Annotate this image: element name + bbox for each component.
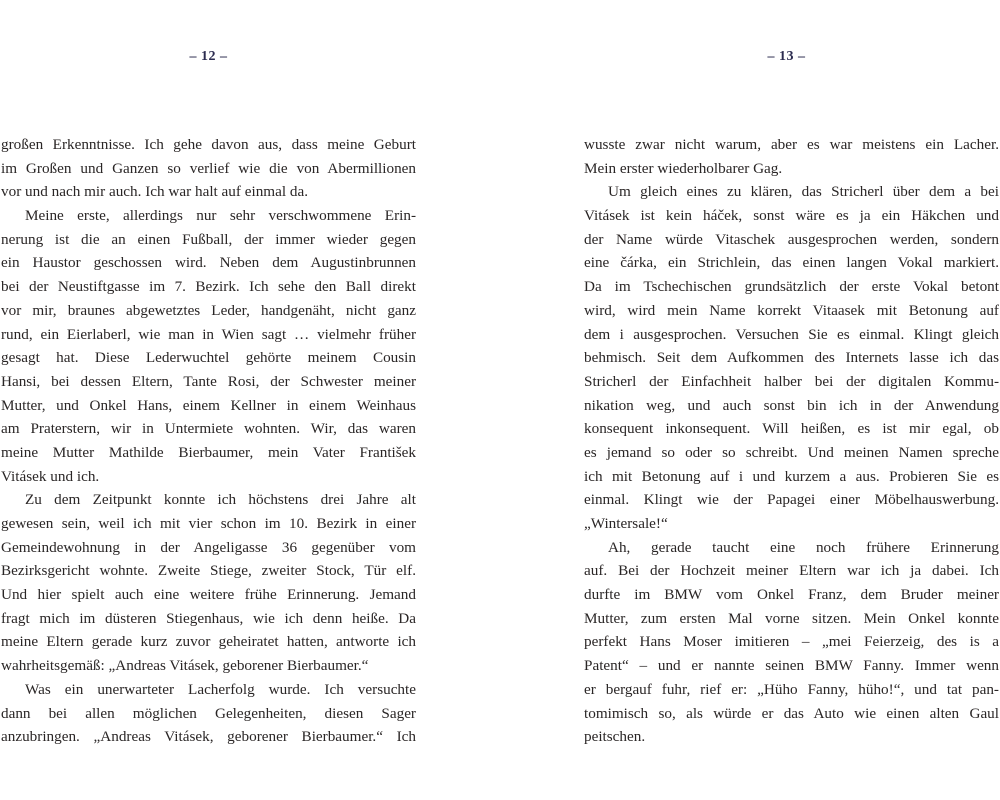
text-line: Mein erster wiederholbarer Gag.: [584, 159, 783, 177]
text-line: nerung ist die an einen Fußball, der immer wieder gegen: [1, 230, 416, 248]
text-line: behmisch. Seit dem Aufkommen des Internets lasse ich das: [584, 349, 999, 367]
text-line: am Praterstern, wir in Untermiete wohnten. Wir, das waren: [1, 420, 416, 438]
text-line: Stricherl der Einfachheit halber bei der digitalen Kommu-: [584, 372, 999, 390]
text-line: gesagt hat. Diese Lederwuchtel gehörte meinem Cousin: [1, 349, 416, 367]
text-line: einmal. Klingt wie der Papagei einer Möbelhauswerbung.: [584, 491, 999, 509]
text-line: meine Eltern gerade kurz zuvor geheiratet hatten, antworte ich: [1, 633, 416, 651]
text-line: Vitásek ist kein háček, sonst wäre es ja ein Häkchen und: [584, 207, 999, 225]
text-line: vor und nach mir auch. Ich war halt auf einmal da.: [1, 183, 309, 201]
text-line: fragt mich im düsteren Stiegenhaus, wie ich denn heiße. Da: [1, 609, 416, 627]
text-line: im Großen und Ganzen so verlief wie die von Abermillionen: [1, 159, 416, 177]
text-line: eine čárka, ein Strichlein, das einen langen Vokal markiert.: [584, 254, 999, 272]
text-line: Ah, gerade taucht eine noch frühere Erinnerung: [608, 538, 999, 556]
text-line: großen Erkenntnisse. Ich gehe davon aus, dass meine Geburt: [1, 136, 416, 153]
text-line: Was ein unerwarteter Lacherfolg wurde. Ich versuchte: [25, 680, 416, 698]
text-line: ich mit Betonung auf i und kurzem a aus. Probieren Sie es: [584, 467, 999, 485]
text-line: Bezirksgericht wohnte. Zweite Stiege, zweiter Stock, Tür elf.: [1, 562, 416, 580]
text-line: wird, wird mein Name korrekt Vitaasek mit Betonung auf: [584, 301, 999, 319]
text-line: Mutter, und Onkel Hans, einem Kellner in einem Weinhaus: [1, 396, 416, 414]
text-line: es jemand so oder so schreibt. Und meinen Namen spreche: [584, 443, 999, 461]
text-line: dem i ausgesprochen. Versuchen Sie es einmal. Klingt gleich: [584, 325, 999, 343]
text-line: auf. Bei der Hochzeit meiner Eltern war ich ja dabei. Ich: [584, 562, 999, 580]
body-text: [1, 133, 416, 749]
text-line: Zu dem Zeitpunkt konnte ich höchstens drei Jahre alt: [25, 491, 416, 509]
text-line: Da im Tschechischen grundsätzlich der erste Vokal betont: [584, 278, 999, 296]
text-line: Gemeindewohnung in der Angeligasse 36 gegenüber vom: [1, 538, 416, 556]
text-line: perfekt Hans Moser imitieren – „mei Feierzeig, des is a: [584, 633, 999, 651]
body-text: [584, 133, 999, 749]
text-line: Mutter, zum ersten Mal vorne sitzen. Mein Onkel konnte: [584, 609, 999, 627]
text-line: wahrheitsgemäß: „Andreas Vitásek, geborener Bierbaumer.“: [1, 657, 369, 675]
text-line: Hansi, bei dessen Eltern, Tante Rosi, der Schwester meiner: [1, 372, 416, 390]
page-number: – 13 –: [767, 49, 806, 64]
text-line: Um gleich eines zu klären, das Stricherl über dem a bei: [608, 183, 999, 201]
text-line: nikation weg, und auch sonst bin ich in der Anwendung: [584, 396, 999, 414]
text-line: vor mir, braunes abgewetztes Leder, handgenäht, nicht ganz: [1, 301, 416, 319]
text-line: Vitásek und ich.: [1, 467, 100, 485]
text-line: rund, ein Eierlaberl, wie man in Wien sagt … vielmehr früher: [1, 325, 416, 343]
text-line: bei der Neustiftgasse im 7. Bezirk. Ich sehe den Ball direkt: [1, 278, 416, 296]
text-line: Meine erste, allerdings nur sehr verschwommene Erin-: [25, 207, 416, 225]
text-line: wusste zwar nicht warum, aber es war meistens ein Lacher.: [584, 136, 999, 153]
text-line: meine Mutter Mathilde Bierbaumer, mein Vater František: [1, 443, 416, 461]
text-line: Patent“ – und er nannte seinen BMW Fanny. Immer wenn: [584, 657, 999, 675]
right-page: [584, 0, 999, 800]
text-line: durfte im BMW vom Onkel Franz, dem Bruder meiner: [584, 586, 999, 604]
text-line: er bergauf fuhr, rief er: „Hüho Fanny, hüho!“, und tat pan-: [584, 680, 999, 698]
text-line: gewesen sein, weil ich mit vier schon im 10. Bezirk in einer: [1, 515, 416, 532]
text-line: Und hier spielt auch eine weitere frühe Erinnerung. Jemand: [1, 586, 416, 604]
text-line: „Wintersale!“: [584, 515, 668, 532]
text-line: dann bei allen möglichen Gelegenheiten, diesen Sager: [1, 704, 416, 722]
left-page: [1, 0, 416, 800]
text-line: peitschen.: [584, 728, 646, 746]
page-number: – 12 –: [189, 49, 228, 64]
text-line: konsequent inkonsequent. Will heißen, es ist mir egal, ob: [584, 420, 999, 438]
text-line: der Name würde Vitaschek ausgesprochen werden, sondern: [584, 230, 999, 248]
text-line: ein Haustor geschossen wird. Neben dem Augustinbrunnen: [1, 254, 416, 272]
text-line: anzubringen. „Andreas Vitásek, geborener Bierbaumer.“ Ich: [1, 728, 416, 746]
text-line: tomimisch so, als würde er das Auto wie einen alten Gaul: [584, 704, 999, 722]
